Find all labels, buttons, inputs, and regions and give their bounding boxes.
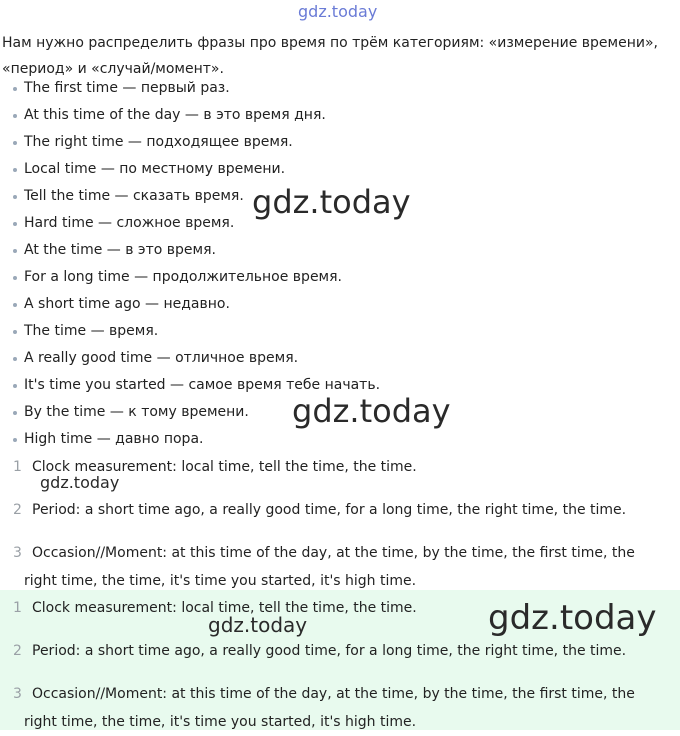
item-number: 2 bbox=[13, 643, 22, 659]
item-number: 1 bbox=[13, 459, 22, 475]
list-item: The right time — подходящее время. bbox=[0, 129, 680, 156]
list-item: A short time ago — недавно. bbox=[0, 291, 680, 318]
list-item: The time — время. bbox=[0, 318, 680, 345]
intro-text: Нам нужно распределить фразы про время по трём категориям: «измерение времени», «период» и «случай/момент». bbox=[2, 35, 658, 77]
watermark: gdz.today bbox=[208, 613, 308, 637]
bullet-icon bbox=[13, 357, 17, 361]
item-text: Occasion//Moment: at this time of the day, at the time, by the time, the first time, the right time, the time, it's time you started, it's high time. bbox=[24, 686, 635, 730]
item-number: 2 bbox=[13, 502, 22, 518]
list-item: High time — давно пора. bbox=[0, 426, 680, 453]
bullet-icon bbox=[13, 168, 17, 172]
watermark: gdz.today bbox=[292, 392, 451, 430]
item-text: Clock measurement: local time, tell the time, the time. bbox=[32, 600, 417, 616]
bullet-icon bbox=[13, 87, 17, 91]
item-text: Period: a short time ago, a really good time, for a long time, the right time, the time. bbox=[32, 502, 627, 518]
watermark: gdz.today bbox=[488, 598, 657, 638]
item-number: 3 bbox=[13, 545, 22, 561]
list-item: Hard time — сложное время. bbox=[0, 210, 680, 237]
list-item: By the time — к тому времени. bbox=[0, 399, 680, 426]
list-item: The first time — первый раз. bbox=[0, 75, 680, 102]
watermark: gdz.today bbox=[298, 2, 378, 21]
bullet-icon bbox=[13, 249, 17, 253]
bullet-icon bbox=[13, 195, 17, 199]
bullet-icon bbox=[13, 141, 17, 145]
bullet-icon bbox=[13, 114, 17, 118]
watermark: gdz.today bbox=[252, 183, 411, 221]
watermark: gdz.today bbox=[40, 473, 120, 492]
list-item: It's time you started — самое время тебе начать. bbox=[0, 372, 680, 399]
list-item: At the time — в это время. bbox=[0, 237, 680, 264]
list-item: At this time of the day — в это время дня. bbox=[0, 102, 680, 129]
bullet-icon bbox=[13, 303, 17, 307]
item-number: 3 bbox=[13, 686, 22, 702]
list-item: Tell the time — сказать время. bbox=[0, 183, 680, 210]
item-number: 1 bbox=[13, 600, 22, 616]
bullet-icon bbox=[13, 276, 17, 280]
bullet-icon bbox=[13, 330, 17, 334]
bullet-icon bbox=[13, 384, 17, 388]
item-text: Clock measurement: local time, tell the time, the time. bbox=[32, 459, 417, 475]
list-item: A really good time — отличное время. bbox=[0, 345, 680, 372]
bullet-icon bbox=[13, 411, 17, 415]
item-text: Occasion//Moment: at this time of the day, at the time, by the time, the first time, the right time, the time, it's time you started, it's high time. bbox=[24, 545, 635, 589]
item-text: Period: a short time ago, a really good time, for a long time, the right time, the time. bbox=[32, 643, 627, 659]
bullet-icon bbox=[13, 438, 17, 442]
bullet-icon bbox=[13, 222, 17, 226]
list-item: For a long time — продолжительное время. bbox=[0, 264, 680, 291]
list-item: Local time — по местному времени. bbox=[0, 156, 680, 183]
